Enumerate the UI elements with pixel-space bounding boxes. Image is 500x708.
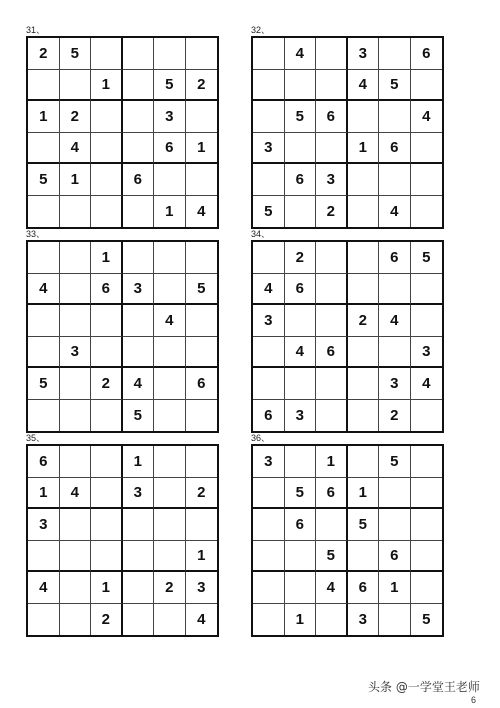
sudoku-cell: 2 [91, 604, 123, 636]
sudoku-cell: 6 [154, 133, 186, 165]
sudoku-cell [60, 70, 92, 102]
sudoku-grid [251, 240, 444, 433]
sudoku-cell [91, 38, 123, 70]
sudoku-cell: 1 [154, 196, 186, 228]
sudoku-cell [348, 274, 380, 306]
sudoku-cell [186, 509, 218, 541]
sudoku-cell: 6 [316, 337, 348, 369]
sudoku-cell [123, 242, 155, 274]
sudoku-cell [316, 133, 348, 165]
sudoku-cell: 6 [379, 242, 411, 274]
sudoku-cell [91, 541, 123, 573]
sudoku-cell [348, 196, 380, 228]
sudoku-cell [348, 541, 380, 573]
sudoku-cell: 6 [285, 509, 317, 541]
sudoku-cell [253, 164, 285, 196]
sudoku-cell [186, 305, 218, 337]
sudoku-cell: 4 [379, 305, 411, 337]
sudoku-cell: 2 [186, 478, 218, 510]
sudoku-cell [253, 38, 285, 70]
sudoku-cell [285, 541, 317, 573]
sudoku-cell: 4 [60, 478, 92, 510]
sudoku-cell [154, 337, 186, 369]
sudoku-cell [91, 446, 123, 478]
sudoku-cell: 5 [422, 610, 431, 628]
sudoku-cell [348, 242, 380, 274]
sudoku-cell [411, 400, 443, 432]
sudoku-cell [411, 305, 443, 337]
puzzle-number: 32、 [251, 25, 271, 35]
sudoku-cell [186, 101, 218, 133]
sudoku-cell: 3 [348, 38, 380, 70]
sudoku-cell [28, 337, 60, 369]
sudoku-cell: 4 [28, 274, 60, 306]
sudoku-cell [411, 133, 443, 165]
sudoku-cell: 1 [316, 446, 348, 478]
sudoku-cell [91, 196, 123, 228]
sudoku-cell [316, 242, 348, 274]
sudoku-cell [60, 368, 92, 400]
puzzle-number: 35、 [26, 433, 46, 443]
sudoku-cell: 5 [316, 541, 348, 573]
sudoku-cell [123, 38, 155, 70]
sudoku-cell [154, 242, 186, 274]
sudoku-cell: 4 [411, 368, 443, 400]
sudoku-cell [411, 478, 443, 510]
sudoku-cell: 5 [60, 38, 92, 70]
sudoku-cell [154, 368, 186, 400]
sudoku-cell [60, 196, 92, 228]
sudoku-cell [154, 509, 186, 541]
sudoku-grid [251, 36, 444, 229]
sudoku-cell [411, 274, 443, 306]
sudoku-cell: 6 [348, 572, 380, 604]
sudoku-cell: 1 [91, 572, 123, 604]
sudoku-cell [316, 400, 348, 432]
sudoku-grid [26, 240, 219, 433]
sudoku-cell [285, 133, 317, 165]
sudoku-cell [379, 604, 411, 636]
sudoku-cell [411, 446, 443, 478]
sudoku-cell: 3 [316, 164, 348, 196]
sudoku-cell: 5 [28, 368, 60, 400]
sudoku-cell [154, 400, 186, 432]
sudoku-cell: 2 [60, 101, 92, 133]
sudoku-cell [60, 274, 92, 306]
sudoku-cell [379, 274, 411, 306]
sudoku-cell: 6 [285, 164, 317, 196]
sudoku-cell: 1 [123, 446, 155, 478]
sudoku-cell: 1 [186, 133, 218, 165]
sudoku-cell: 1 [91, 242, 123, 274]
sudoku-cell: 5 [285, 101, 317, 133]
sudoku-cell [60, 572, 92, 604]
watermark-text: 头条 @一学堂王老师 [368, 680, 480, 694]
sudoku-cell [186, 38, 218, 70]
sudoku-cell: 1 [348, 478, 380, 510]
sudoku-cell: 5 [154, 70, 186, 102]
sudoku-cell: 5 [28, 164, 60, 196]
sudoku-cell: 4 [123, 368, 155, 400]
sudoku-cell: 4 [285, 38, 317, 70]
sudoku-cell [154, 604, 186, 636]
sudoku-cell [379, 509, 411, 541]
sudoku-cell [60, 400, 92, 432]
sudoku-cell: 3 [253, 133, 285, 165]
sudoku-cell: 3 [154, 101, 186, 133]
sudoku-cell [316, 274, 348, 306]
sudoku-cell [123, 541, 155, 573]
sudoku-cell: 3 [348, 604, 380, 636]
sudoku-cell: 1 [348, 133, 380, 165]
sudoku-cell: 6 [316, 478, 348, 510]
sudoku-cell [91, 164, 123, 196]
sudoku-cell [411, 572, 443, 604]
sudoku-cell [154, 541, 186, 573]
sudoku-cell: 4 [60, 133, 92, 165]
sudoku-cell: 4 [253, 274, 285, 306]
sudoku-cell [348, 337, 380, 369]
sudoku-cell [253, 509, 285, 541]
sudoku-cell: 4 [197, 610, 206, 628]
sudoku-cell: 6 [285, 274, 317, 306]
sudoku-cell [379, 164, 411, 196]
sudoku-cell: 3 [411, 337, 443, 369]
sudoku-cell: 3 [28, 509, 60, 541]
sudoku-cell [154, 478, 186, 510]
puzzle-number: 36、 [251, 433, 271, 443]
sudoku-cell: 5 [379, 70, 411, 102]
sudoku-cell: 3 [253, 305, 285, 337]
sudoku-cell [411, 541, 443, 573]
sudoku-cell: 1 [285, 604, 317, 636]
sudoku-cell [91, 509, 123, 541]
sudoku-cell [28, 70, 60, 102]
sudoku-cell [186, 446, 218, 478]
sudoku-cell [123, 101, 155, 133]
sudoku-cell: 2 [186, 70, 218, 102]
sudoku-cell [285, 572, 317, 604]
sudoku-cell: 2 [316, 196, 348, 228]
sudoku-cell: 1 [379, 572, 411, 604]
sudoku-cell [60, 305, 92, 337]
sudoku-cell [28, 305, 60, 337]
sudoku-cell: 4 [285, 337, 317, 369]
sudoku-cell: 1 [28, 101, 60, 133]
sudoku-cell: 4 [348, 70, 380, 102]
sudoku-cell [91, 478, 123, 510]
sudoku-cell [91, 337, 123, 369]
sudoku-cell: 2 [91, 368, 123, 400]
sudoku-cell: 3 [60, 337, 92, 369]
sudoku-cell [123, 133, 155, 165]
sudoku-cell: 3 [379, 368, 411, 400]
sudoku-cell: 6 [379, 541, 411, 573]
sudoku-cell [28, 242, 60, 274]
page-number: 6 [471, 695, 477, 705]
sudoku-cell [411, 70, 443, 102]
sudoku-cell [348, 368, 380, 400]
sudoku-cell [379, 337, 411, 369]
sudoku-grid [26, 36, 219, 229]
sudoku-cell [379, 478, 411, 510]
sudoku-cell [348, 400, 380, 432]
sudoku-cell [253, 478, 285, 510]
sudoku-cell: 4 [316, 572, 348, 604]
sudoku-cell [154, 274, 186, 306]
sudoku-cell: 5 [123, 400, 155, 432]
sudoku-cell: 6 [91, 274, 123, 306]
sudoku-cell: 6 [28, 446, 60, 478]
sudoku-grid [26, 444, 219, 637]
sudoku-cell [123, 337, 155, 369]
sudoku-cell [154, 164, 186, 196]
sudoku-cell [28, 133, 60, 165]
sudoku-cell [154, 446, 186, 478]
sudoku-cell [411, 509, 443, 541]
sudoku-cell [316, 38, 348, 70]
sudoku-cell: 4 [28, 572, 60, 604]
sudoku-cell [379, 38, 411, 70]
sudoku-cell: 5 [186, 274, 218, 306]
sudoku-cell [285, 196, 317, 228]
sudoku-cell [411, 164, 443, 196]
sudoku-cell: 4 [411, 101, 443, 133]
sudoku-cell [253, 541, 285, 573]
sudoku-cell: 3 [123, 478, 155, 510]
sudoku-cell [316, 305, 348, 337]
sudoku-cell: 3 [123, 274, 155, 306]
sudoku-cell [411, 196, 443, 228]
sudoku-cell: 4 [379, 196, 411, 228]
sudoku-cell [253, 337, 285, 369]
sudoku-cell: 1 [91, 70, 123, 102]
sudoku-cell [253, 604, 285, 636]
sudoku-cell: 1 [60, 164, 92, 196]
sudoku-cell: 5 [379, 446, 411, 478]
sudoku-cell: 6 [316, 101, 348, 133]
sudoku-cell: 5 [285, 478, 317, 510]
sudoku-cell [285, 305, 317, 337]
sudoku-cell: 6 [123, 164, 155, 196]
sudoku-cell: 5 [348, 509, 380, 541]
sudoku-cell [28, 541, 60, 573]
sudoku-cell [186, 400, 218, 432]
sudoku-cell [60, 242, 92, 274]
sudoku-cell: 2 [154, 572, 186, 604]
sudoku-cell [123, 196, 155, 228]
sudoku-cell [123, 305, 155, 337]
sudoku-cell [60, 446, 92, 478]
sudoku-cell: 2 [348, 305, 380, 337]
sudoku-cell [186, 242, 218, 274]
sudoku-cell [60, 509, 92, 541]
sudoku-grid [251, 444, 444, 637]
sudoku-cell: 1 [28, 478, 60, 510]
sudoku-cell [285, 70, 317, 102]
sudoku-cell [316, 509, 348, 541]
sudoku-cell [253, 101, 285, 133]
sudoku-cell [253, 70, 285, 102]
sudoku-cell [123, 70, 155, 102]
sudoku-cell [186, 337, 218, 369]
sudoku-cell: 1 [186, 541, 218, 573]
sudoku-cell [316, 604, 348, 636]
sudoku-cell [60, 604, 92, 636]
sudoku-cell [348, 101, 380, 133]
sudoku-cell: 6 [379, 133, 411, 165]
sudoku-cell [123, 572, 155, 604]
sudoku-cell [60, 541, 92, 573]
sudoku-cell: 6 [411, 38, 443, 70]
sudoku-cell: 3 [253, 446, 285, 478]
sudoku-cell [253, 572, 285, 604]
sudoku-cell: 4 [154, 305, 186, 337]
sudoku-cell [348, 164, 380, 196]
sudoku-cell [186, 164, 218, 196]
sudoku-cell [28, 196, 60, 228]
sudoku-cell [253, 242, 285, 274]
sudoku-cell: 5 [411, 242, 443, 274]
sudoku-cell: 6 [253, 400, 285, 432]
sudoku-cell [28, 604, 60, 636]
sudoku-cell: 2 [285, 242, 317, 274]
sudoku-cell [285, 446, 317, 478]
sudoku-cell: 4 [197, 202, 206, 220]
sudoku-cell [123, 604, 155, 636]
sudoku-cell [154, 38, 186, 70]
sudoku-cell [316, 70, 348, 102]
sudoku-cell: 2 [379, 400, 411, 432]
sudoku-cell [379, 101, 411, 133]
puzzle-number: 34、 [251, 229, 271, 239]
sudoku-cell [91, 400, 123, 432]
sudoku-cell: 2 [28, 38, 60, 70]
sudoku-cell [91, 305, 123, 337]
sudoku-cell [91, 101, 123, 133]
sudoku-cell [316, 368, 348, 400]
sudoku-cell: 5 [253, 196, 285, 228]
puzzle-number: 31、 [26, 25, 46, 35]
sudoku-cell: 3 [285, 400, 317, 432]
sudoku-cell: 6 [186, 368, 218, 400]
sudoku-cell [253, 368, 285, 400]
puzzle-number: 33、 [26, 229, 46, 239]
sudoku-cell [348, 446, 380, 478]
sudoku-cell [91, 133, 123, 165]
sudoku-cell [28, 400, 60, 432]
sudoku-cell: 3 [186, 572, 218, 604]
sudoku-cell [285, 368, 317, 400]
sudoku-cell [123, 509, 155, 541]
